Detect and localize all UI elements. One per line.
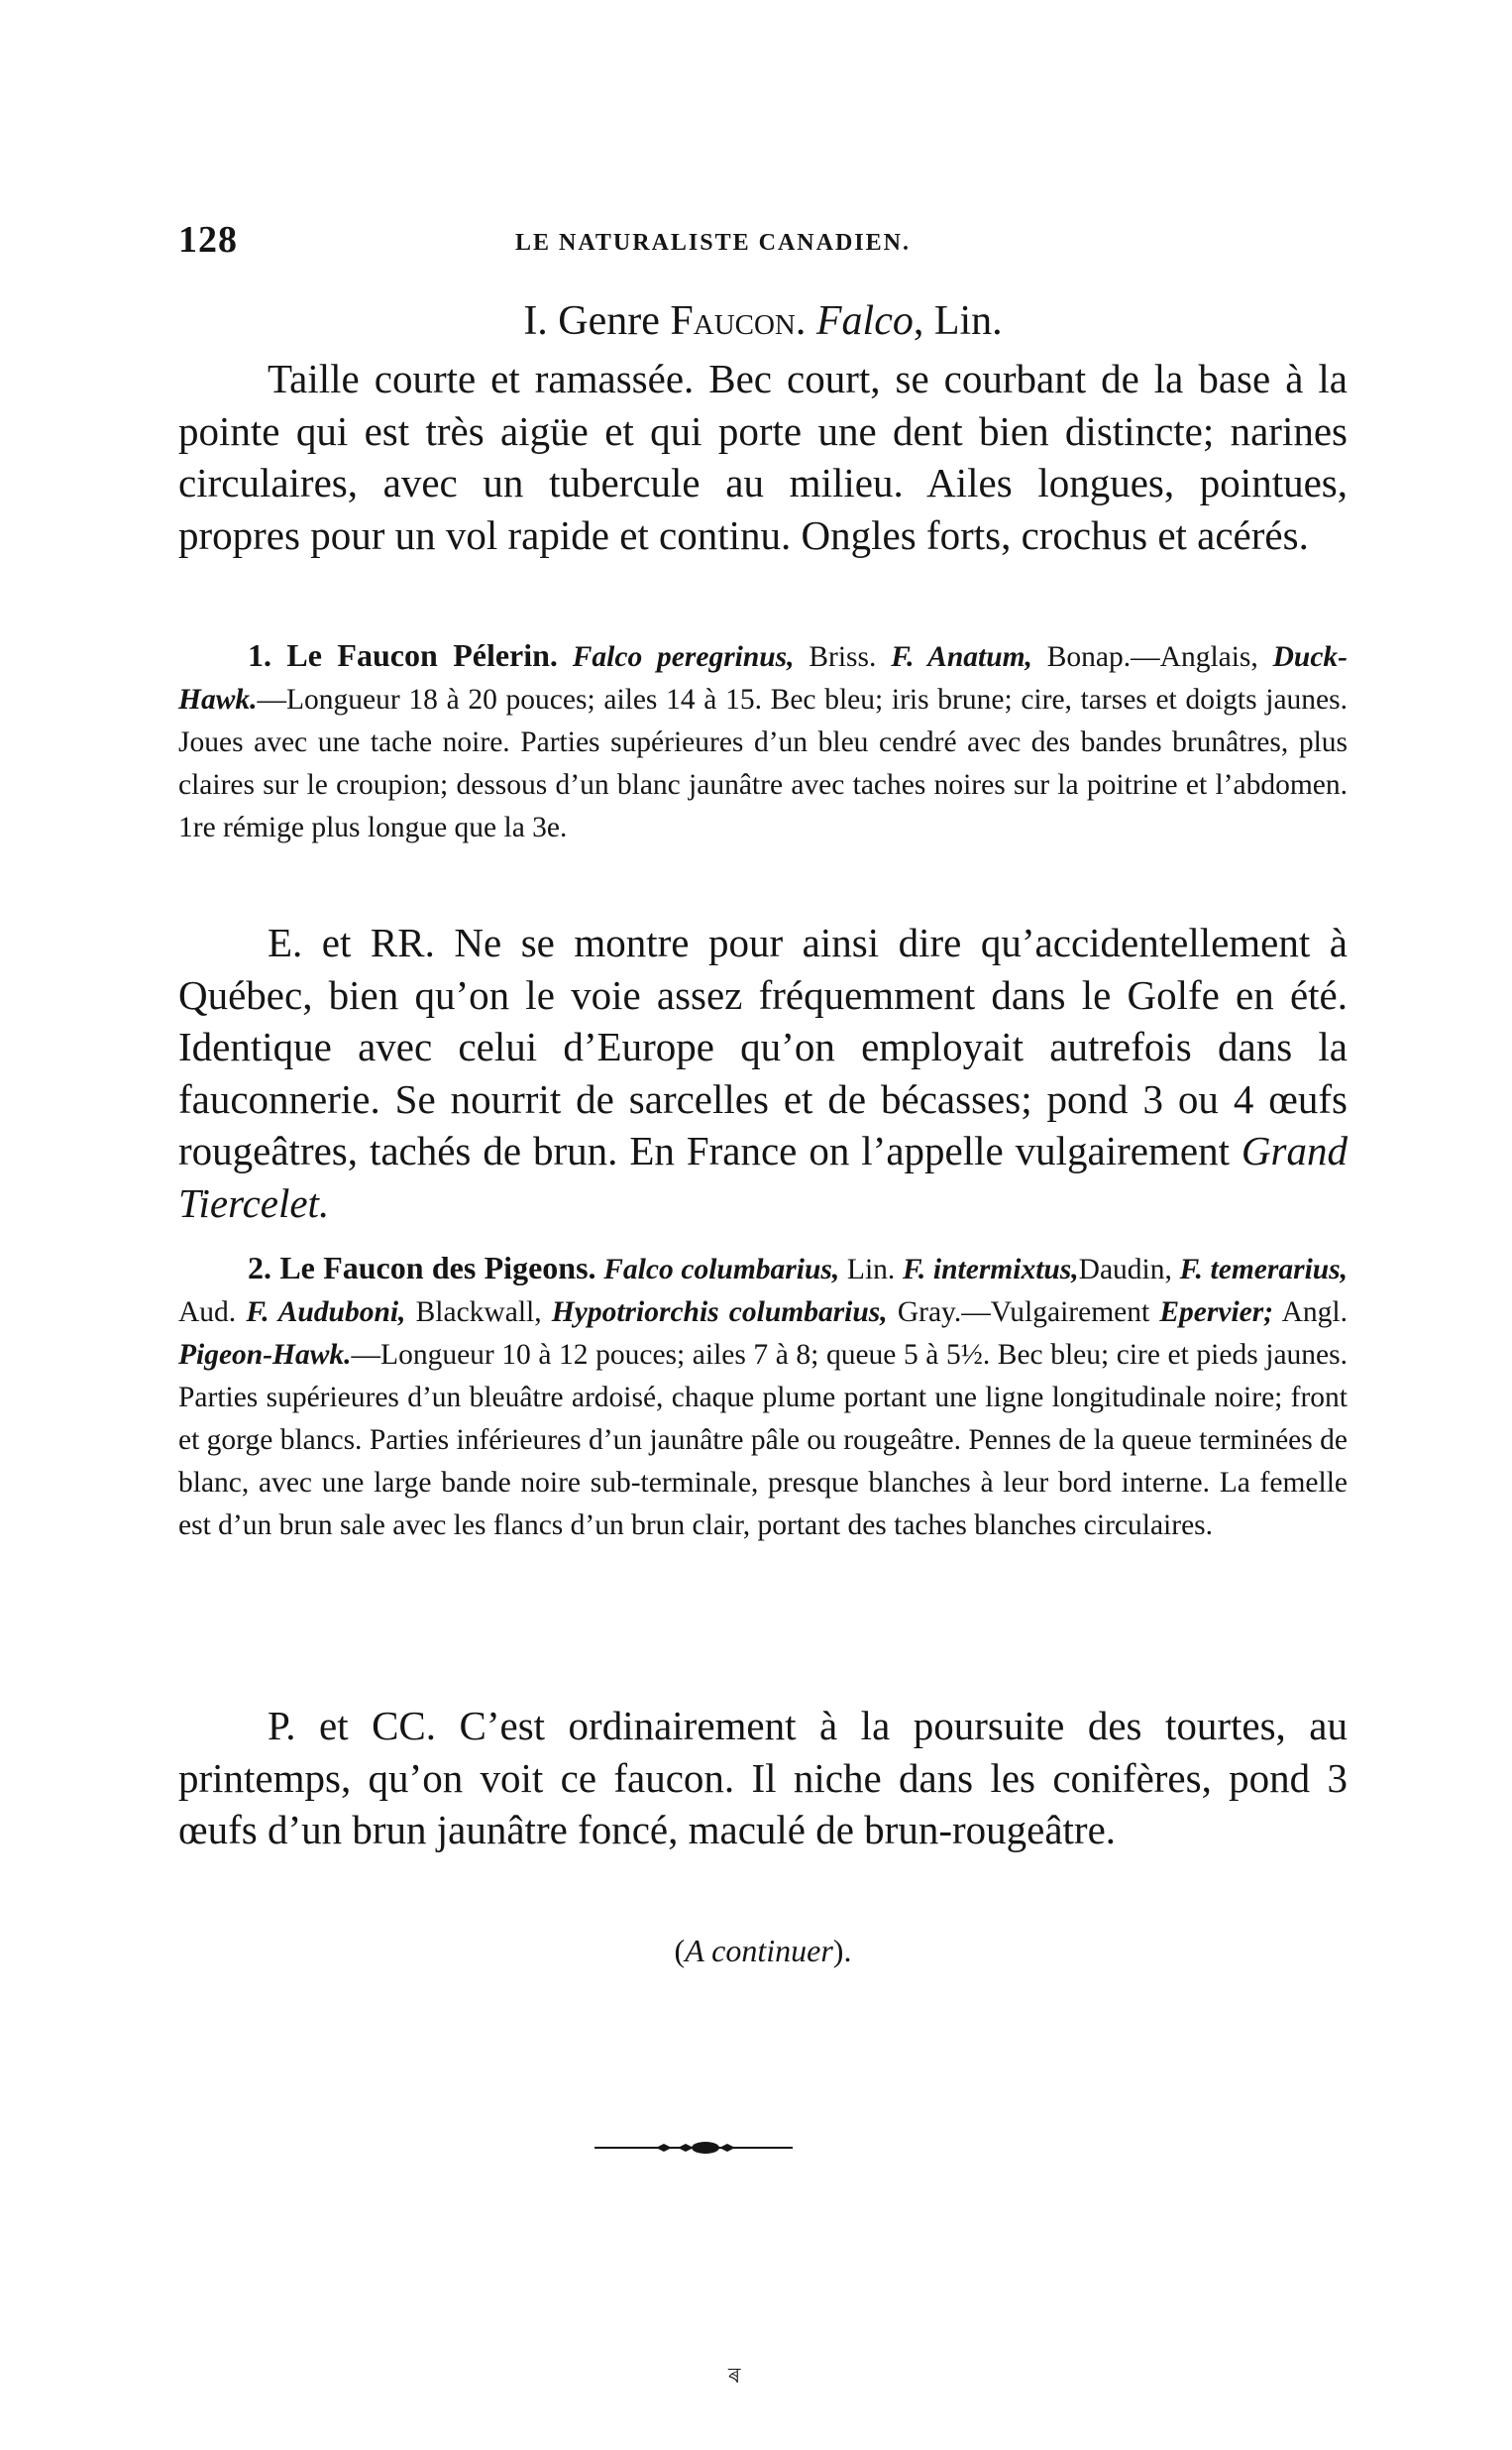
genre-sep: . — [795, 298, 816, 344]
stray-print-mark: ৰ — [728, 2364, 741, 2389]
genre-name: Faucon — [670, 298, 796, 344]
species-1-latin: Falco peregrinus, — [572, 641, 795, 673]
species-1-after-latin: Briss. — [794, 641, 892, 673]
species-2-entry — [178, 1247, 1348, 1547]
species-2-common: Epervier; — [1159, 1296, 1274, 1328]
species-2-latin-4: F. Auduboni, — [246, 1296, 406, 1328]
fleuron-ornament — [594, 2141, 793, 2155]
genre-description: Taille courte et ramassée. Bec court, se courbant de la base à la pointe qui est très aigüe et qui porte une dent bien distincte; narines circulaires, avec un tubercule au milieu. Ailes longues, pointues, propres pour un vol rapide et continu. Ongles forts, crochus et acérés. — [178, 356, 1348, 558]
continuation-note — [178, 1933, 1348, 1969]
species-2-text-3: Aud. — [178, 1296, 247, 1328]
species-2-latin-1: Falco columbarius, — [603, 1254, 840, 1285]
species-1-synonym: F. Anatum, — [891, 641, 1032, 673]
continuation-open: ( — [674, 1933, 686, 1968]
genre-latin: Falco — [815, 298, 914, 344]
species-1-entry — [178, 634, 1348, 849]
species-2-notes: P. et CC. C’est ordinairement à la poursuite des tourtes, au printemps, qu’on voit ce faucon. Il niche dans les conifères, pond 3 œufs d’un brun jaunâtre foncé, maculé de brun-rougeâtre. — [178, 1703, 1348, 1852]
species-1-rest1: Bonap.—Anglais, — [1031, 641, 1273, 673]
species-2-text-6: Angl. — [1273, 1296, 1348, 1328]
species-2-text-4: Blackwall, — [405, 1296, 552, 1328]
species-2-text-5: Gray.—Vulgairement — [887, 1296, 1160, 1328]
species-1-common-name: Grand Tiercelet. — [178, 1128, 1348, 1226]
running-head: LE NATURALISTE CANADIEN. — [515, 230, 911, 256]
page-header — [178, 218, 1348, 268]
continuation-text: A continuer — [685, 1933, 833, 1968]
species-1-english: Duck-Hawk. — [178, 641, 1348, 716]
species-2-description: —Longueur 10 à 12 pouces; ailes 7 à 8; queue 5 à 5½. Bec bleu; cire et pieds jaunes. Parties supérieures d’un bleuâtre ardoisé, chaque plume portant une ligne longitudinale noire; front et gorge blancs. Parties inférieures d’un jaunâtre pâle ou rougeâtre. Pennes de la queue terminées de blanc, avec une large bande noire sub-terminale, presque blanches à leur bord interne. La femelle est d’un brun sale avec les flancs d’un brun clair, portant des taches blanches circulaires. — [178, 1339, 1348, 1541]
species-2-latin-2: F. intermixtus, — [902, 1254, 1079, 1285]
species-2-lead: 2. Le Faucon des Pigeons. — [248, 1250, 596, 1285]
genre-prefix: I. Genre — [523, 298, 671, 344]
species-2-latin-3: F. temerarius, — [1179, 1254, 1349, 1285]
species-2-latin-5: Hypotriorchis columbarius, — [551, 1296, 888, 1328]
species-1-lead: 1. Le Faucon Pélerin. — [248, 637, 558, 673]
species-2-text-1: Lin. — [839, 1254, 903, 1285]
species-1-description: —Longueur 18 à 20 pouces; ailes 14 à 15. Bec bleu; iris brune; cire, tarses et doigts jaunes. Joues avec une tache noire. Parties supérieures d’un bleu cendré avec des bandes brunâtres, plus claires sur le croupion; dessous d’un blanc jaunâtre avec taches noires sur la poitrine et l’abdomen. 1re rémige plus longue que la 3e. — [178, 684, 1348, 843]
page-number: 128 — [178, 219, 238, 261]
species-1-notes — [178, 917, 1348, 1229]
genre-heading — [178, 295, 1348, 347]
species-2-text-2: Daudin, — [1078, 1254, 1180, 1285]
continuation-close: ). — [832, 1933, 852, 1968]
species-2-english: Pigeon-Hawk. — [178, 1339, 352, 1371]
genre-author: , Lin. — [913, 298, 1003, 344]
species-1-notes-text: E. et RR. Ne se montre pour ainsi dire qu’accidentellement à Québec, bien qu’on le voie assez fréquemment dans le Golfe en été. Identique avec celui d’Europe qu’on employait autrefois dans la fauconnerie. Se nourrit de sarcelles et de bécasses; pond 3 ou 4 œufs rougeâtres, tachés de brun. En France on l’appelle vulgairement — [178, 920, 1348, 1173]
